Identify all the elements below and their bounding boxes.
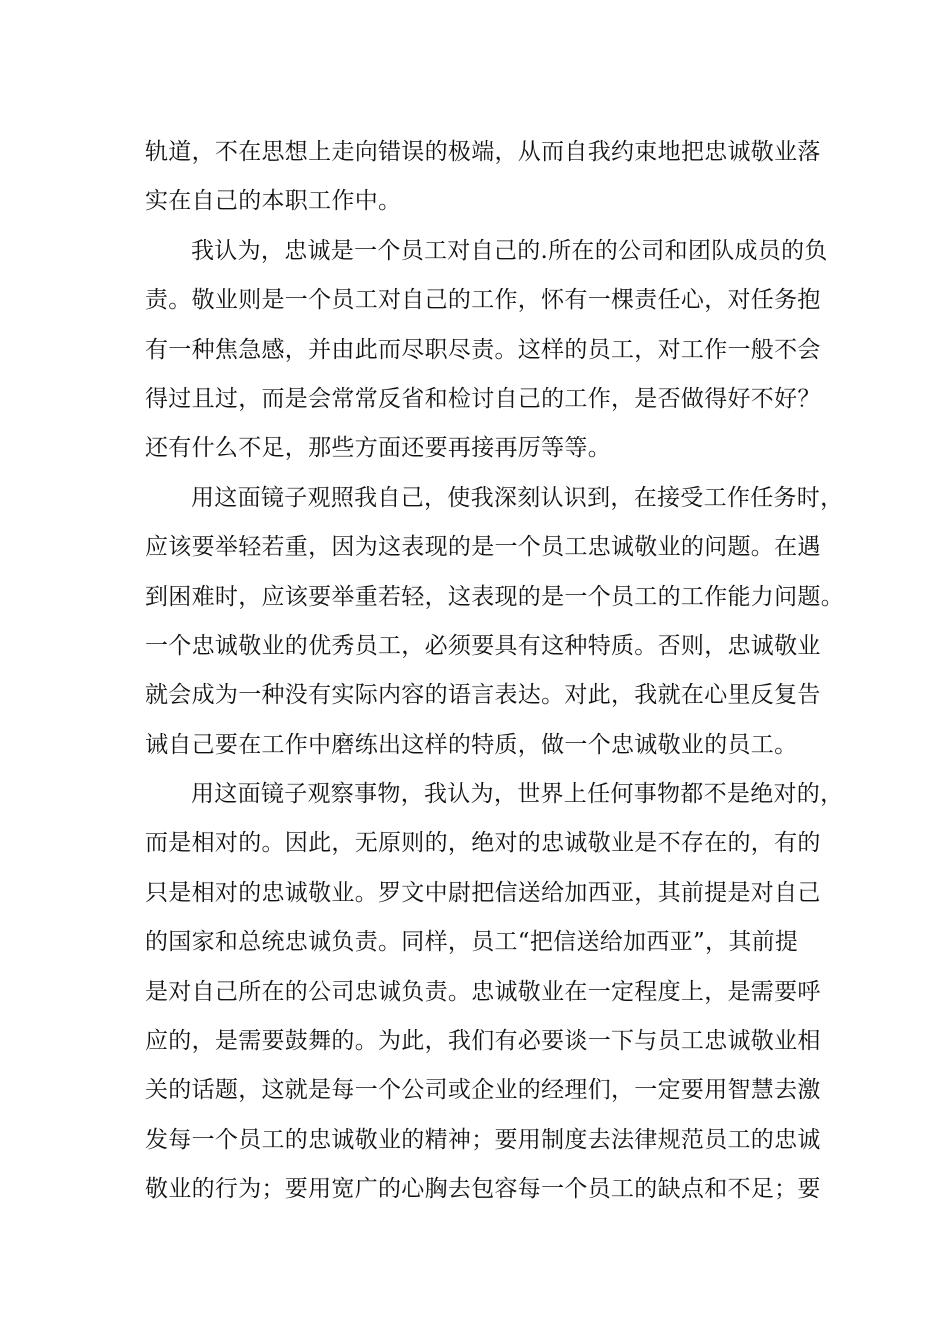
paragraph-3	[145, 474, 844, 770]
document-page	[145, 128, 844, 1215]
text-line: 轨道，不在思想上走向错误的极端，从而自我约束地把忠诚敬业落	[145, 139, 821, 165]
text-line: 敬业的行为；要用宽广的心胸去包容每一个员工的缺点和不足；要	[145, 1176, 821, 1203]
text-line: 关的话题，这就是每一个公司或企业的经理们，一定要用智慧去激	[145, 1077, 821, 1104]
text-line: 用这面镜子观察事物，我认为，世界上任何事物都不是绝对的，	[191, 781, 844, 808]
text-line: 而是相对的。因此，无原则的，绝对的忠诚敬业是不存在的，有的	[145, 830, 821, 857]
text-line: 用这面镜子观照我自己，使我深刻认识到，在接受工作任务时，	[191, 484, 844, 511]
text-line: 发每一个员工的忠诚敬业的精神；要用制度去法律规范员工的忠诚	[145, 1126, 821, 1153]
text-line: 是对自己所在的公司忠诚负责。忠诚敬业在一定程度上，是需要呼	[145, 978, 821, 1005]
text-line: 到困难时，应该要举重若轻，这表现的是一个员工的工作能力问题。	[145, 583, 844, 610]
text-line: 还有什么不足，那些方面还要再接再厉等等。	[145, 435, 611, 462]
paragraph-1	[145, 128, 821, 227]
text-line: 诫自己要在工作中磨练出这样的特质，做一个忠诚敬业的员工。	[145, 731, 798, 758]
text-line: 得过且过，而是会常常反省和检讨自己的工作，是否做得好不好？	[145, 385, 821, 412]
paragraph-2	[145, 227, 828, 474]
text-line: 就会成为一种没有实际内容的语言表达。对此，我就在心里反复告	[145, 682, 821, 709]
text-line: 有一种焦急感，并由此而尽职尽责。这样的员工，对工作一般不会	[145, 336, 821, 363]
text-line: 只是相对的忠诚敬业。罗文中尉把信送给加西亚，其前提是对自己	[145, 879, 821, 906]
text-line: 的国家和总统忠诚负责。同样，员工“把信送给加西亚”，其前提	[145, 929, 799, 956]
text-line: 我认为，忠诚是一个员工对自己的.所在的公司和团队成员的负	[191, 237, 828, 264]
paragraph-4	[145, 770, 844, 1215]
text-line: 应该要举轻若重，因为这表现的是一个员工忠诚敬业的问题。在遇	[145, 534, 821, 561]
text-line: 责。敬业则是一个员工对自己的工作，怀有一棵责任心，对任务抱	[145, 287, 821, 314]
text-line: 应的，是需要鼓舞的。为此，我们有必要谈一下与员工忠诚敬业相	[145, 1028, 821, 1055]
text-line: 一个忠诚敬业的优秀员工，必须要具有这种特质。否则，忠诚敬业	[145, 632, 821, 659]
text-line: 实在自己的本职工作中。	[145, 188, 402, 215]
